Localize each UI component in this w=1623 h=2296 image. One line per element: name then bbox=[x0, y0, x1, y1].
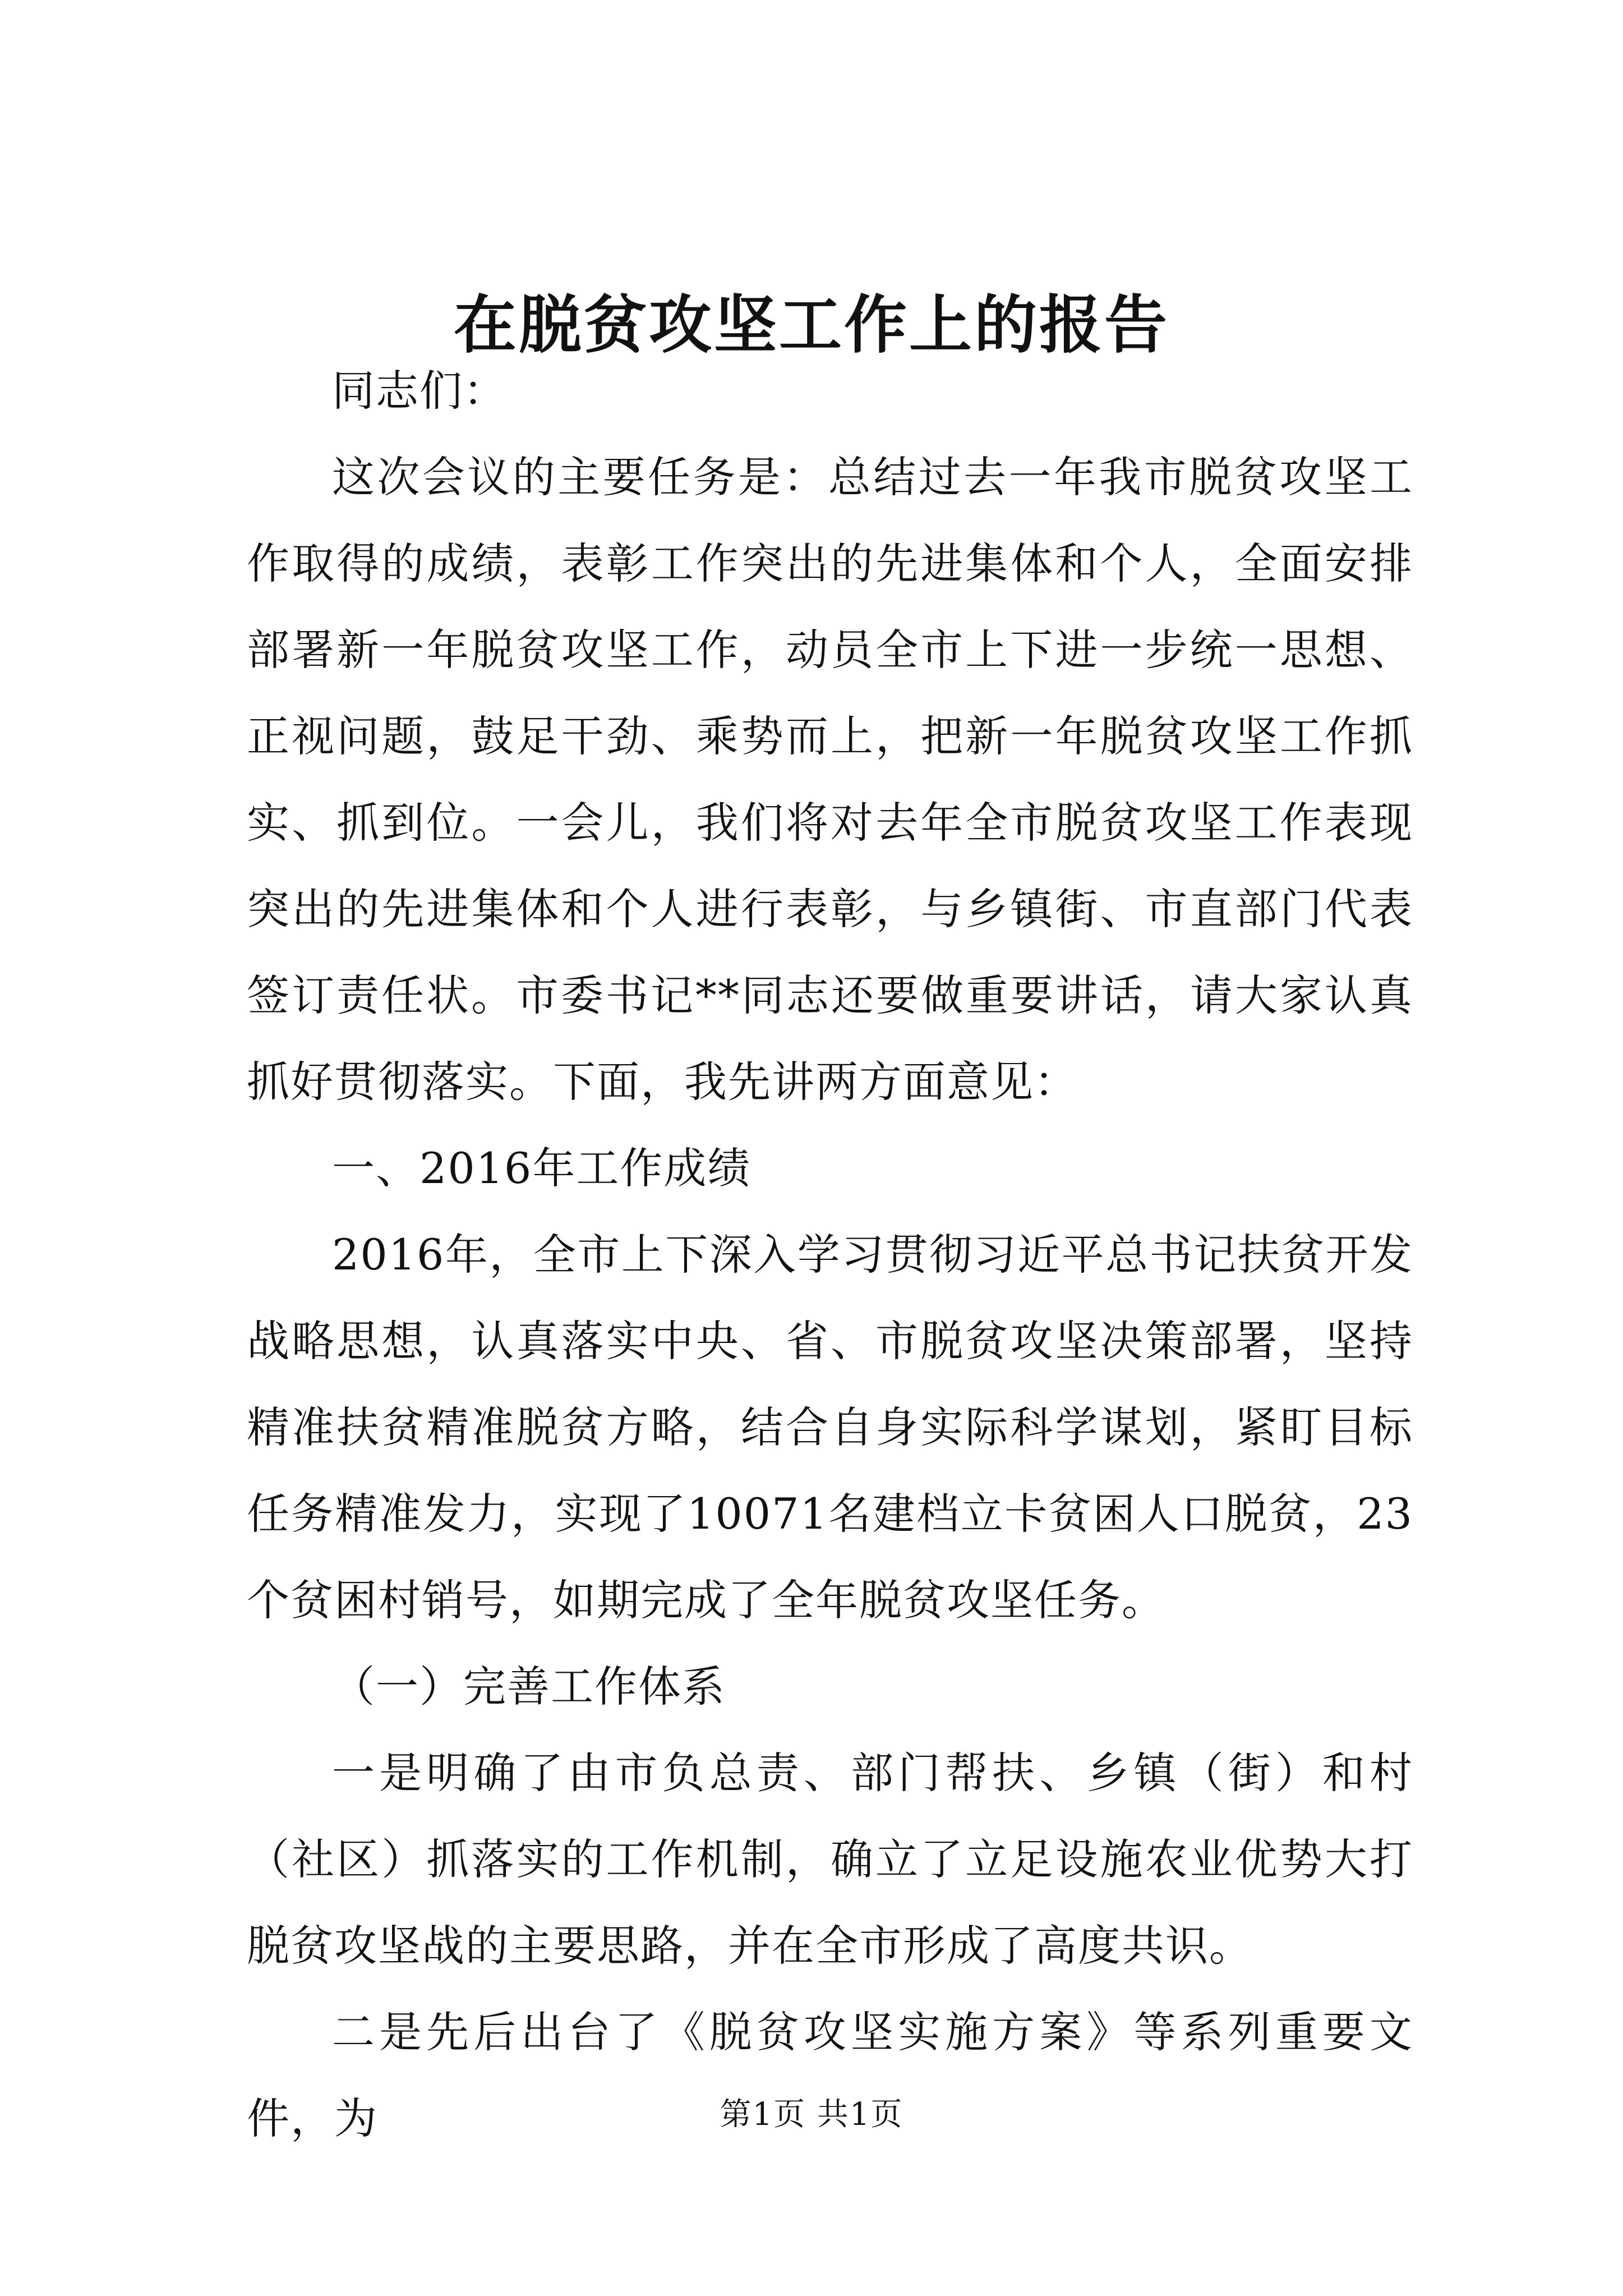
document-title: 在脱贫攻坚工作上的报告 bbox=[454, 288, 1169, 362]
subsection-heading-1: （一）完善工作体系 bbox=[332, 1662, 726, 1711]
salutation: 同志们： bbox=[332, 366, 507, 416]
intro-paragraph: 这次会议的主要任务是：总结过去一年我市脱贫攻坚工作取得的成绩，表彰工作突出的先进集体和个人，全面安排部署新一年脱贫攻坚工作，动员全市上下进一步统一思想、正视问题，鼓足干劲、乘势而上，把新一年脱贫攻坚工作抓实、抓到位。一会儿，我们将对去年全市脱贫攻坚工作表现突出的先进集体和个人进行表彰，与乡镇街、市直部门代表签订责任状。市委书记**同志还要做重要讲话，请大家认真抓好贯彻落实。下面，我先讲两方面意见： bbox=[247, 452, 1413, 1107]
subsection-1-point-2: 二是先后出台了《脱贫攻坚实施方案》等系列重要文件，为 bbox=[247, 2007, 1413, 2143]
section-1-paragraph: 2016年，全市上下深入学习贯彻习近平总书记扶贫开发战略思想，认真落实中央、省、市脱贫攻坚决策部署，坚持精准扶贫精准脱贫方略，结合自身实际科学谋划，紧盯目标任务精准发力，实现了10071名建档立卡贫困人口脱贫，23个贫困村销号，如期完成了全年脱贫攻坚任务。 bbox=[247, 1230, 1413, 1625]
page-footer: 第1页 共1页 bbox=[720, 2096, 903, 2133]
subsection-1-point-1: 一是明确了由市负总责、部门帮扶、乡镇（街）和村（社区）抓落实的工作机制，确立了立足设施农业优势大打脱贫攻坚战的主要思路，并在全市形成了高度共识。 bbox=[247, 1748, 1413, 1971]
section-heading-1: 一、2016年工作成绩 bbox=[332, 1143, 751, 1193]
document-body bbox=[247, 348, 1413, 2162]
